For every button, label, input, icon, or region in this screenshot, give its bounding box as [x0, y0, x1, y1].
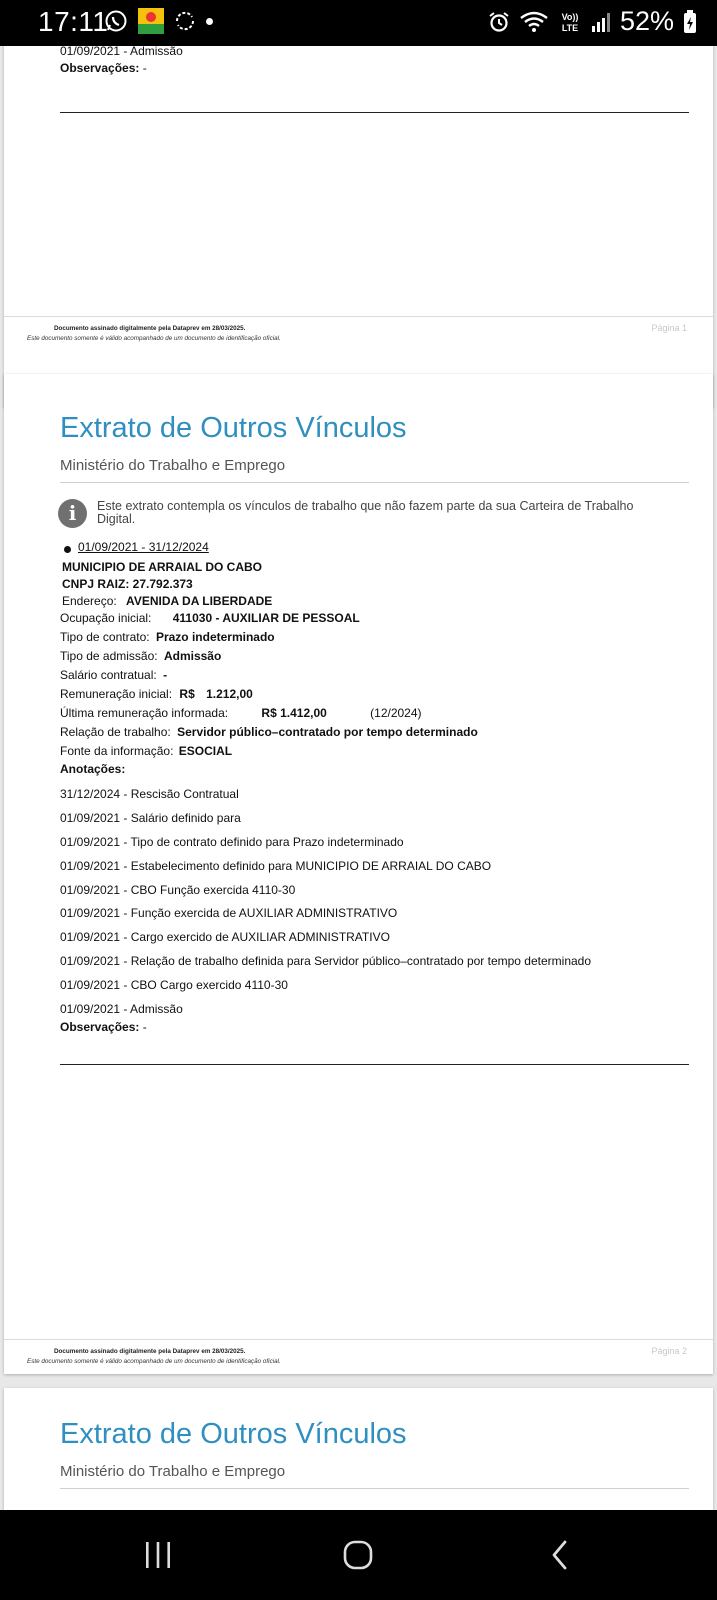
wifi-icon	[519, 10, 549, 34]
annotations-label: Anotações:	[60, 762, 126, 776]
annotation-item: 31/12/2024 - Rescisão Contratual	[60, 787, 239, 801]
page-subtitle: Ministério do Trabalho e Emprego	[60, 1463, 286, 1480]
relation-value: Servidor público–contratado por tempo determinado	[177, 725, 478, 739]
contract-value: Prazo indeterminado	[155, 630, 275, 644]
annotation-item: 01/09/2021 - CBO Cargo exercido 4110-30	[60, 978, 288, 992]
pdf-viewer[interactable]	[0, 46, 717, 1510]
section-divider	[60, 112, 689, 113]
footer-signed: Documento assinado digitalmente pela Dataprev em 28/03/2025.	[54, 1348, 246, 1355]
annotation-item: 01/09/2021 - Salário definido para	[60, 811, 241, 825]
partial-admission-line: 01/09/2021 - Admissão	[60, 46, 183, 58]
last-pay-period: (12/2024)	[370, 706, 422, 720]
source-value: ESOCIAL	[178, 744, 233, 758]
whatsapp-icon	[104, 9, 128, 33]
clock: 17:11	[38, 6, 109, 37]
observations-value: -	[142, 1020, 147, 1034]
initial-pay-value: 1.212,00	[206, 687, 253, 701]
footer-valid: Este documento somente é válido acompanhado de um documento de identificação oficial.	[27, 335, 281, 342]
recent-apps-icon	[143, 1540, 173, 1570]
occupation-value: 411030 - AUXILIAR DE PESSOAL	[172, 611, 360, 625]
admission-value: Admissão	[163, 649, 222, 663]
battery-percent: 52%	[619, 6, 674, 36]
annotation-item: 01/09/2021 - Admissão	[60, 1002, 183, 1016]
app-notification-icon	[138, 8, 164, 34]
annotation-item: 01/09/2021 - Tipo de contrato definido para Prazo indeterminado	[60, 835, 404, 849]
home-icon	[342, 1539, 374, 1571]
bullet-icon	[64, 546, 71, 553]
annotation-item: 01/09/2021 - Função exercida de AUXILIAR ADMINISTRATIVO	[60, 906, 398, 920]
page-number: Página 2	[651, 1346, 687, 1356]
page-footer	[4, 1339, 713, 1365]
sync-icon	[174, 10, 196, 32]
employer-name: MUNICIPIO DE ARRAIAL DO CABO	[62, 560, 263, 574]
page-subtitle: Ministério do Trabalho e Emprego	[60, 457, 286, 474]
observations-label: Observações:	[60, 61, 140, 75]
notification-dot	[206, 18, 213, 25]
annotation-item: 01/09/2021 - Cargo exercido de AUXILIAR ADMINISTRATIVO	[60, 930, 390, 944]
recent-apps-button[interactable]	[123, 1530, 193, 1580]
signal-icon	[591, 11, 611, 33]
svg-text:Vo)): Vo))	[561, 11, 579, 22]
battery-charging-icon	[683, 10, 697, 34]
volte-lte-icon	[558, 10, 582, 34]
page-1	[4, 46, 713, 407]
occupation-label: Ocupação inicial:	[60, 611, 152, 625]
salary-value: -	[163, 668, 168, 682]
salary-label: Salário contratual:	[60, 668, 157, 682]
cnpj: CNPJ RAIZ: 27.792.373	[62, 577, 193, 591]
address-value: AVENIDA DA LIBERDADE	[126, 594, 273, 608]
section-divider	[60, 1064, 689, 1065]
address-label: Endereço:	[62, 594, 117, 608]
observations-value: -	[142, 61, 147, 75]
admission-label: Tipo de admissão:	[60, 649, 158, 663]
info-icon: i	[58, 499, 87, 528]
relation-label: Relação de trabalho:	[60, 725, 171, 739]
title-divider	[60, 1488, 689, 1489]
back-button[interactable]	[525, 1530, 595, 1580]
last-pay-value: R$ 1.412,00	[261, 706, 327, 720]
contract-label: Tipo de contrato:	[60, 630, 150, 644]
page-title: Extrato de Outros Vínculos	[60, 1418, 407, 1450]
initial-pay-currency: R$	[179, 687, 195, 701]
footer-signed: Documento assinado digitalmente pela Dataprev em 28/03/2025.	[54, 325, 246, 332]
source-label: Fonte da informação:	[60, 744, 174, 758]
home-button[interactable]	[323, 1530, 393, 1580]
status-bar	[0, 0, 717, 46]
alarm-icon	[488, 11, 510, 33]
annotation-item: 01/09/2021 - CBO Função exercida 4110-30	[60, 883, 296, 897]
info-text: Este extrato contempla os vínculos de trabalho que não fazem parte da sua Carteira de Trabalho Digital.	[97, 499, 634, 526]
title-divider	[60, 482, 689, 483]
observations-label: Observações:	[60, 1020, 140, 1034]
page-footer	[4, 316, 713, 342]
annotation-item: 01/09/2021 - Relação de trabalho definida para Servidor público–contratado por tempo determinado	[60, 954, 592, 968]
employment-period: 01/09/2021 - 31/12/2024	[78, 540, 209, 554]
page-number: Página 1	[651, 323, 687, 333]
annotation-item: 01/09/2021 - Estabelecimento definido para MUNICIPIO DE ARRAIAL DO CABO	[60, 859, 492, 873]
last-pay-label: Última remuneração informada:	[60, 706, 229, 720]
back-icon	[548, 1539, 572, 1571]
page-3	[4, 1388, 713, 1510]
page-2	[4, 374, 713, 1374]
page-title: Extrato de Outros Vínculos	[60, 412, 407, 444]
footer-valid: Este documento somente é válido acompanhado de um documento de identificação oficial.	[27, 1358, 281, 1365]
svg-text:LTE: LTE	[561, 22, 579, 33]
navigation-bar	[0, 1510, 717, 1600]
initial-pay-label: Remuneração inicial:	[60, 687, 173, 701]
